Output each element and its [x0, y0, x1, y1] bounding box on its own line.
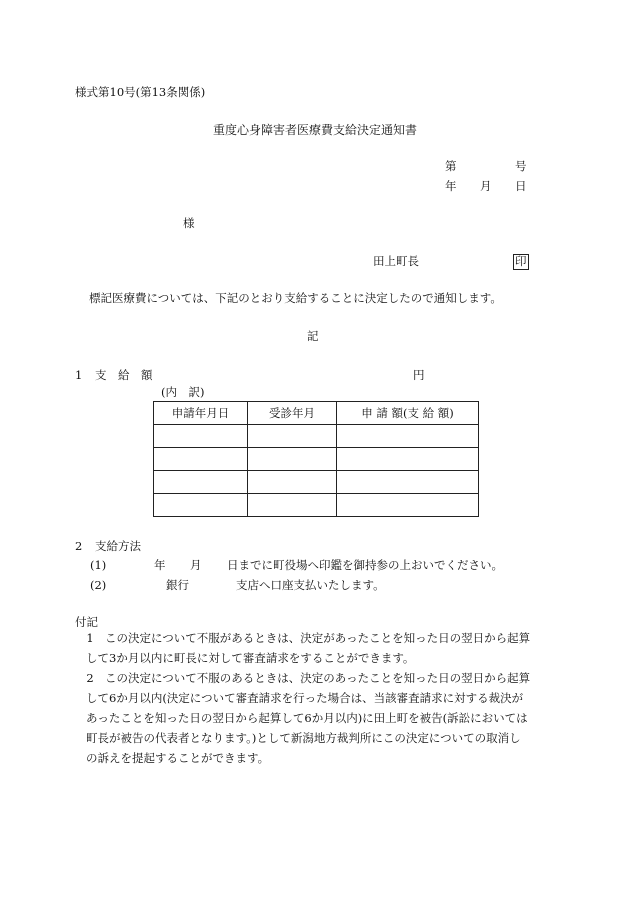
table-cell [337, 448, 479, 471]
addressee-suffix: 様 [183, 216, 195, 230]
table-cell [248, 494, 337, 517]
note-line: して3か月以内に町長に対して審査請求をすることができます。 [86, 651, 415, 665]
option2-text: 支店へ口座支払いたします。 [236, 578, 385, 592]
table-header-row [154, 402, 479, 425]
table-cell [248, 448, 337, 471]
seal-mark [513, 254, 529, 270]
date-month: 月 [480, 179, 492, 193]
note-line: この決定について不服のあるときは、決定のあったことを知った日の翌日から起算 [105, 671, 531, 685]
table-cell [154, 471, 248, 494]
table-cell [337, 425, 479, 448]
note-number: 1 [86, 631, 94, 645]
option2-number: (2) [90, 578, 107, 592]
note-line: して6か月以内(決定について審査請求を行った場合は、当該審査請求に対する裁決が [86, 691, 524, 705]
table-cell [154, 425, 248, 448]
section2-number: 2 [75, 539, 83, 553]
doc-number-dai: 第 [445, 159, 457, 173]
breakdown-table [153, 401, 479, 517]
option1-number: (1) [90, 558, 107, 572]
form-id: 様式第10号(第13条関係) [75, 85, 206, 99]
table-row [154, 448, 479, 471]
table-cell [248, 425, 337, 448]
table-row [154, 494, 479, 517]
note-item-2 [75, 668, 555, 768]
option2-bank: 銀行 [166, 578, 189, 592]
section2-label: 支給方法 [95, 539, 141, 553]
option1-month: 月 [190, 558, 202, 572]
header-application-date: 申請年月日 [154, 402, 248, 425]
breakdown-label: (内 訳) [161, 385, 205, 399]
option1-year: 年 [154, 558, 166, 572]
note-line: あったことを知った日の翌日から起算して6か月以内)に田上町を被告(訴訟においては [86, 711, 528, 725]
ki-heading: 記 [307, 329, 319, 343]
note-line: この決定について不服があるときは、決定があったことを知った日の翌日から起算 [105, 631, 531, 645]
date-day: 日 [515, 179, 527, 193]
doc-number-go: 号 [515, 159, 527, 173]
header-consultation-month: 受診年月 [248, 402, 337, 425]
seal-glyph: 印 [515, 254, 527, 268]
table-cell [337, 471, 479, 494]
notes-heading: 付記 [75, 615, 98, 629]
option1-text: 日までに町役場へ印鑑を御持参の上おいでください。 [227, 558, 503, 572]
section1-label: 支 給 額 [95, 368, 153, 382]
table-cell [337, 494, 479, 517]
issuer-name: 田上町長 [373, 254, 419, 268]
table-row [154, 471, 479, 494]
section1-number: 1 [75, 368, 83, 382]
table-cell [248, 471, 337, 494]
note-line: の訴えを提起することができます。 [86, 751, 270, 765]
note-item-1 [75, 628, 555, 668]
note-number: 2 [86, 671, 94, 685]
section1-unit: 円 [413, 368, 425, 382]
table-cell [154, 494, 248, 517]
intro-text: 標記医療費については、下記のとおり支給することに決定したので通知します。 [89, 291, 502, 305]
date-year: 年 [445, 179, 457, 193]
document-title: 重度心身障害者医療費支給決定通知書 [213, 123, 418, 137]
header-claim-amount: 申 請 額(支 給 額) [337, 402, 479, 425]
table-cell [154, 448, 248, 471]
table-row [154, 425, 479, 448]
note-line: 町長が被告の代表者となります。)として新潟地方裁判所にこの決定についての取消し [86, 731, 521, 745]
